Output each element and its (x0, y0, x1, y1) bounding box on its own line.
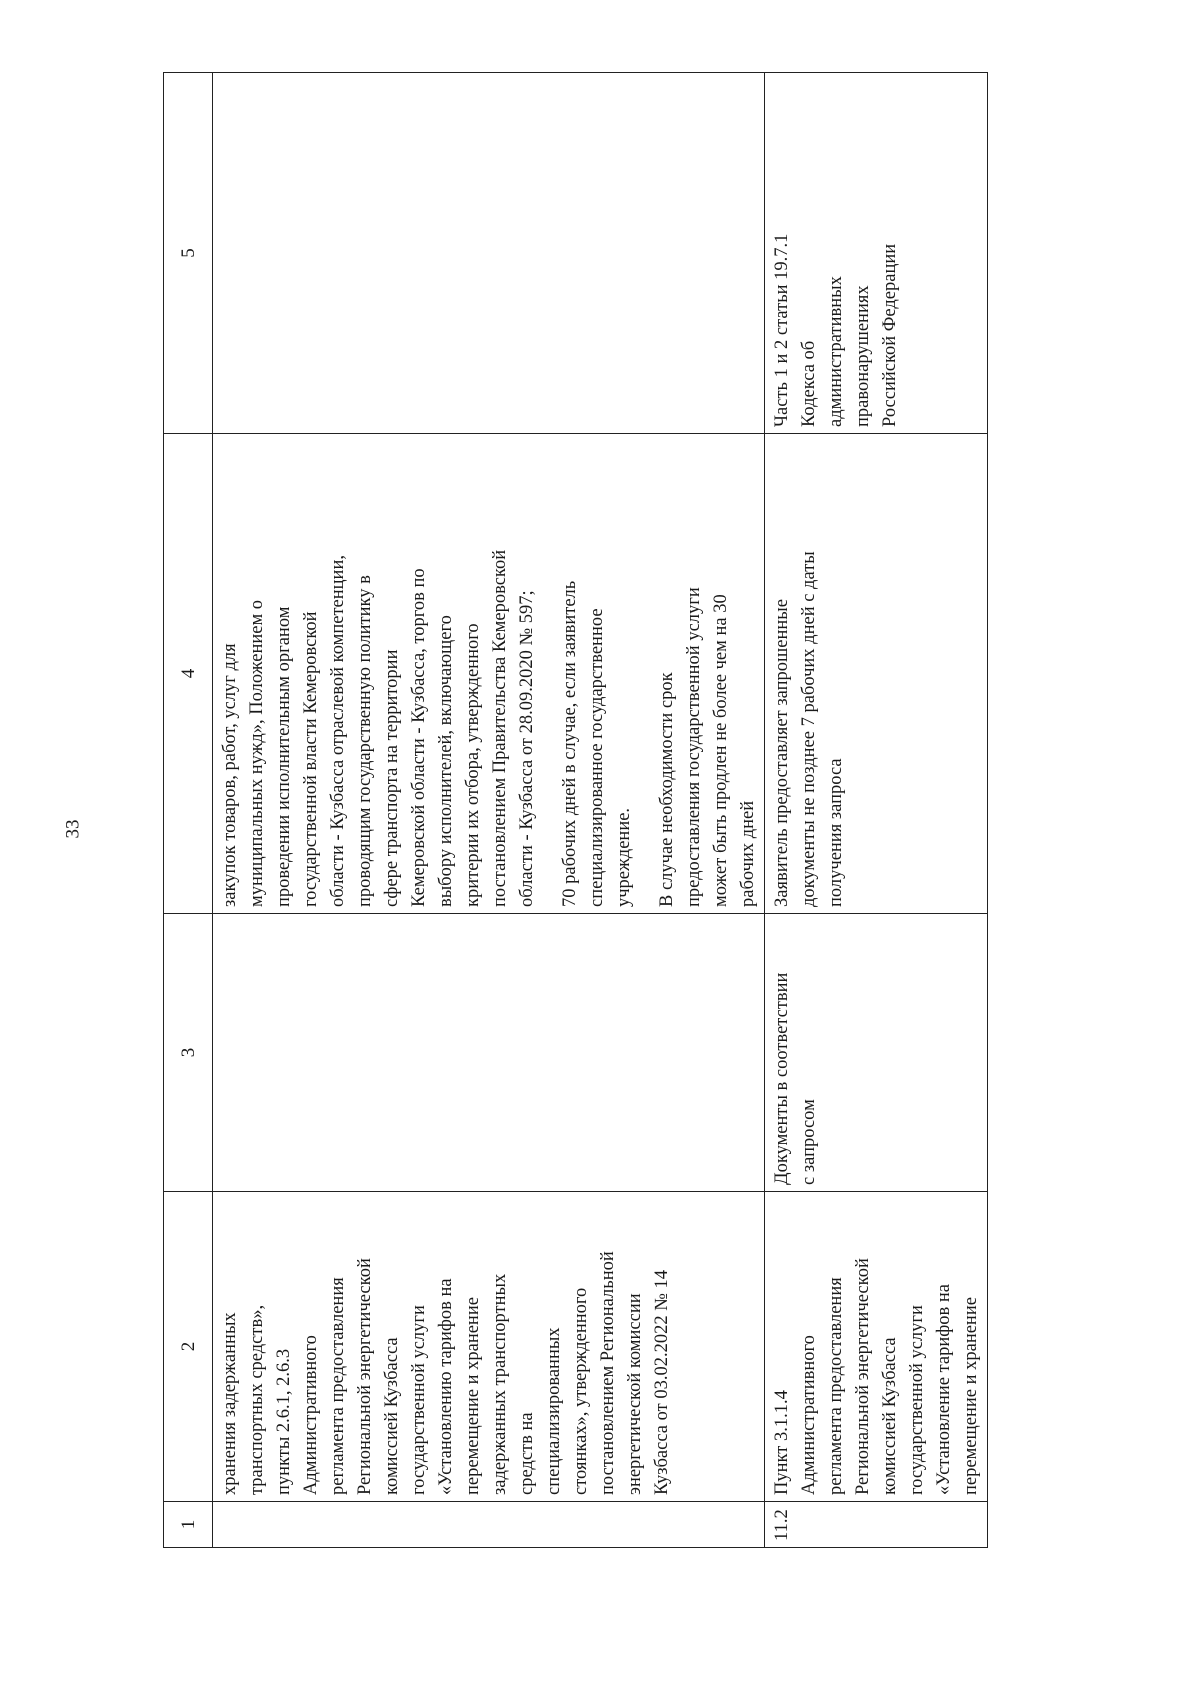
procedure-cell (213, 434, 765, 914)
header-col-5: 5 (164, 73, 213, 434)
table-row (765, 73, 988, 1548)
regulation-table (163, 72, 988, 1548)
rotated-table-inner (163, 73, 981, 1548)
documents-cell (213, 914, 765, 1192)
page-number: 33 (62, 819, 84, 839)
procedure-paragraph: В случае необходимости срок предоставления государственной услуги может быть продлен не более чем на 30 рабочих дней (657, 587, 758, 907)
documents-cell: Документы в соответствии с запросом (765, 914, 988, 1192)
liability-cell: Часть 1 и 2 статьи 19.7.1 Кодекса об административных правонарушениях Российской Федерации (765, 73, 988, 434)
header-col-3: 3 (164, 914, 213, 1192)
liability-cell (213, 73, 765, 434)
procedure-cell: Заявитель предоставляет запрошенные документы не позднее 7 рабочих дней с даты получения запроса (765, 434, 988, 914)
legal-reference: Пункт 3.1.1.4 Административного регламента предоставления Региональной энергетической комиссией Кузбасса государственной услуги «Установление тарифов на перемещение и хранение (765, 1192, 988, 1502)
legal-reference: хранения задержанных транспортных средств», пункты 2.6.1, 2.6.3 Административного регламента предоставления Региональной энергетической комиссией Кузбасса государственной услуги «Установлению тарифов на перемещение и хранение задержанных транспортных средств на специализированных стоянках», утвержденного постановлением Региональной энергетической комиссии Кузбасса от 03.02.2022 № 14 (213, 1192, 765, 1502)
rotated-table-container (163, 73, 981, 1548)
procedure-paragraph: закупок товаров, работ, услуг для муниципальных нужд», Положением о проведении исполнительным органом государственной власти Кемеровской области - Кузбасса отраслевой компетенции, проводящим государственную политику в сфере транспорта на территории Кемеровской области - Кузбасса, торгов по выбору исполнителей, включающего критерии их отбора, утвержденного постановлением Правительства Кемеровской области - Кузбасса от 28.09.2020 № 597; (220, 549, 537, 907)
row-number (213, 1502, 765, 1548)
procedure-paragraph: 70 рабочих дней в случае, если заявитель специализированное государственное учреждение. (560, 580, 634, 907)
table-row (213, 73, 765, 1548)
row-number: 11.2 (765, 1502, 988, 1548)
table-header-row (164, 73, 213, 1548)
header-col-2: 2 (164, 1192, 213, 1502)
header-col-4: 4 (164, 434, 213, 914)
header-col-1: 1 (164, 1502, 213, 1548)
